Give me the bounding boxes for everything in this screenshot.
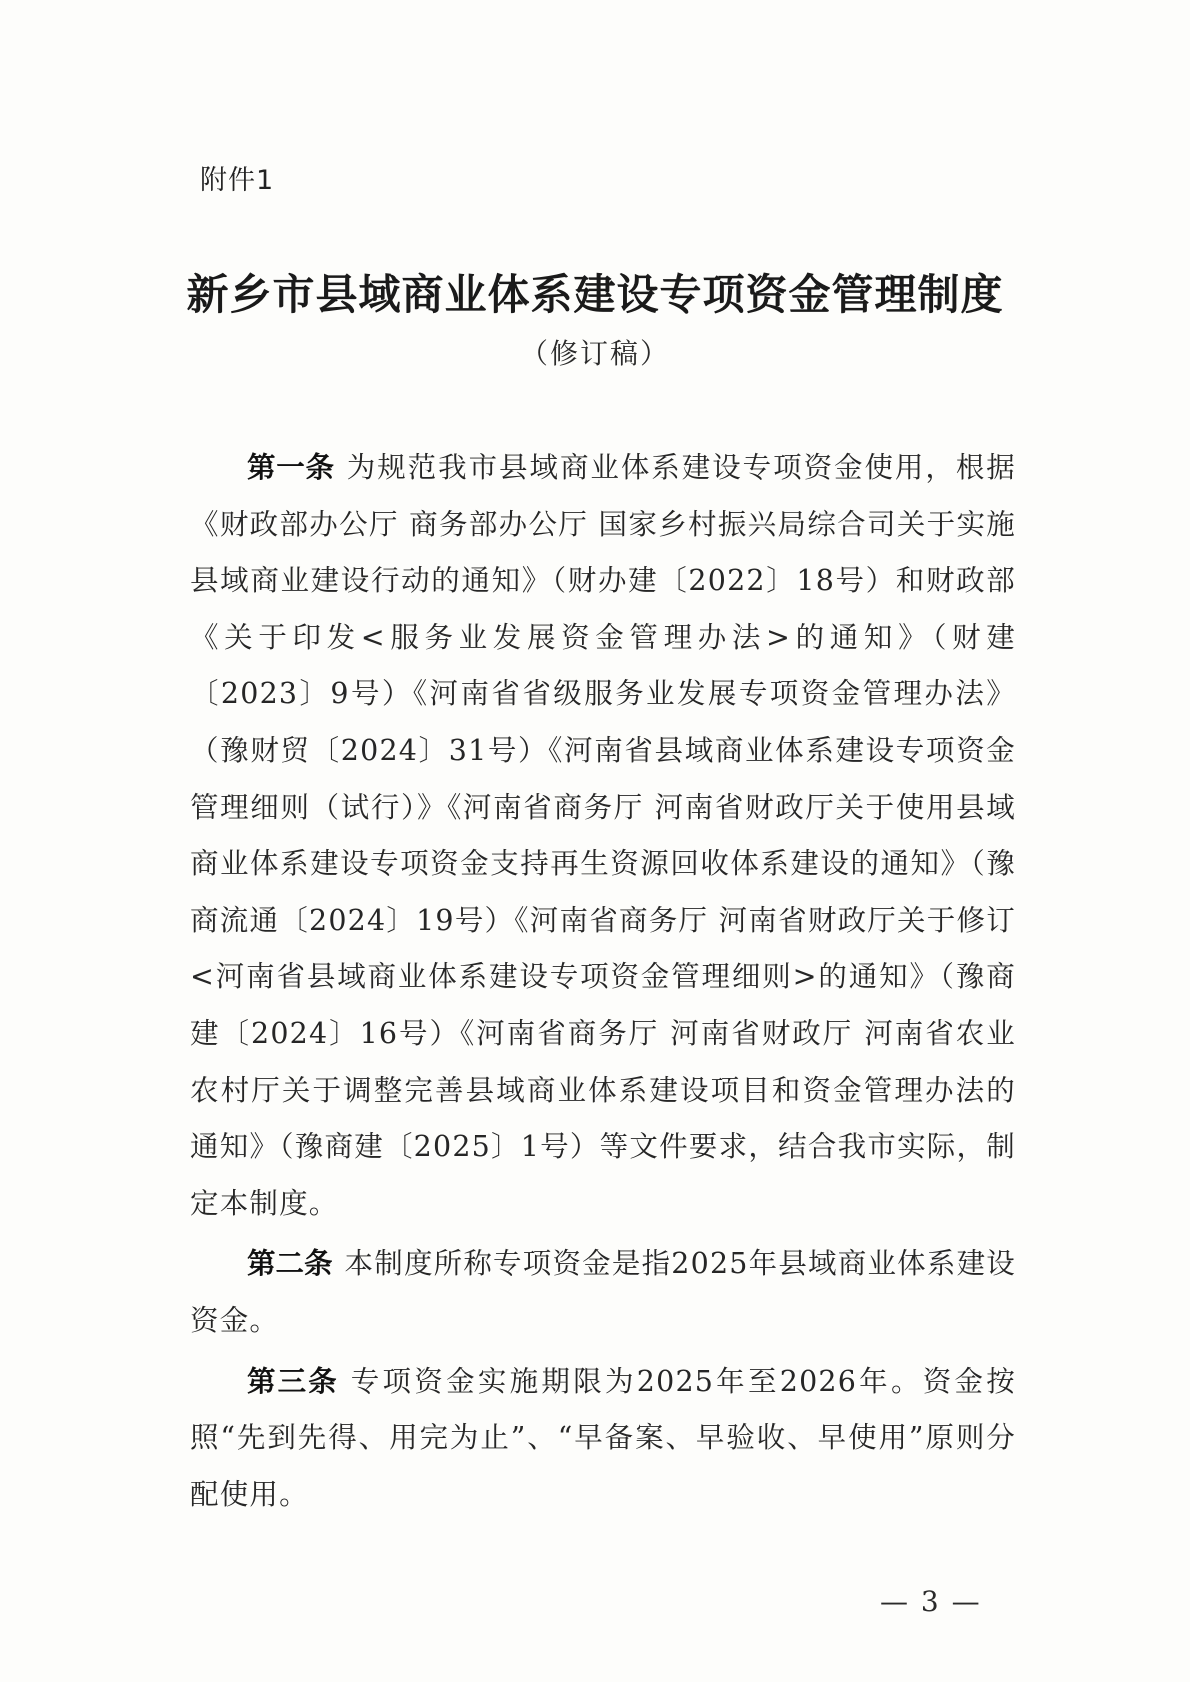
article-label: 第三条	[247, 1364, 339, 1398]
document-title: 新乡市县域商业体系建设专项资金管理制度	[186, 270, 1004, 319]
article-2	[190, 1236, 1016, 1349]
attachment-label: 附件1	[200, 165, 275, 196]
article-label: 第二条	[247, 1247, 333, 1281]
document-body	[190, 440, 1016, 1523]
article-3	[190, 1354, 1016, 1524]
article-text: 专项资金实施期限为2025年至2026年。资金按照“先到先得、用完为止”、“早备案、早验收、早使用”原则分配使用。	[190, 1364, 1016, 1511]
document-subtitle: （修订稿）	[519, 337, 670, 370]
article-1	[190, 440, 1016, 1232]
article-label: 第一条	[247, 451, 335, 484]
article-text: 本制度所称专项资金是指2025年县域商业体系建设资金。	[190, 1247, 1016, 1337]
article-text: 为规范我市县域商业体系建设专项资金使用，根据《财政部办公厅 商务部办公厅 国家乡村振兴局综合司关于实施县域商业建设行动的通知》（财办建〔2022〕18号）和财政部《关于印发<服务业发展资金管理办法>的通知》（财建〔2023〕9号）《河南省省级服务业发展专项资金管理办法》（豫财贸〔2024〕31号）《河南省县域商业体系建设专项资金管理细则（试行）》《河南省商务厅 河南省财政厅关于使用县域商业体系建设专项资金支持再生资源回收体系建设的通知》（豫商流通〔2024〕19号）《河南省商务厅 河南省财政厅关于修订<河南省县域商业体系建设专项资金管理细则>的通知》（豫商建〔2024〕16号）《河南省商务厅 河南省财政厅 河南省农业农村厅关于调整完善县域商业体系建设项目和资金管理办法的通知》（豫商建〔2025〕1号）等文件要求，结合我市实际，制定本制度。	[190, 451, 1016, 1220]
page-number: — 3 —	[880, 1585, 982, 1618]
